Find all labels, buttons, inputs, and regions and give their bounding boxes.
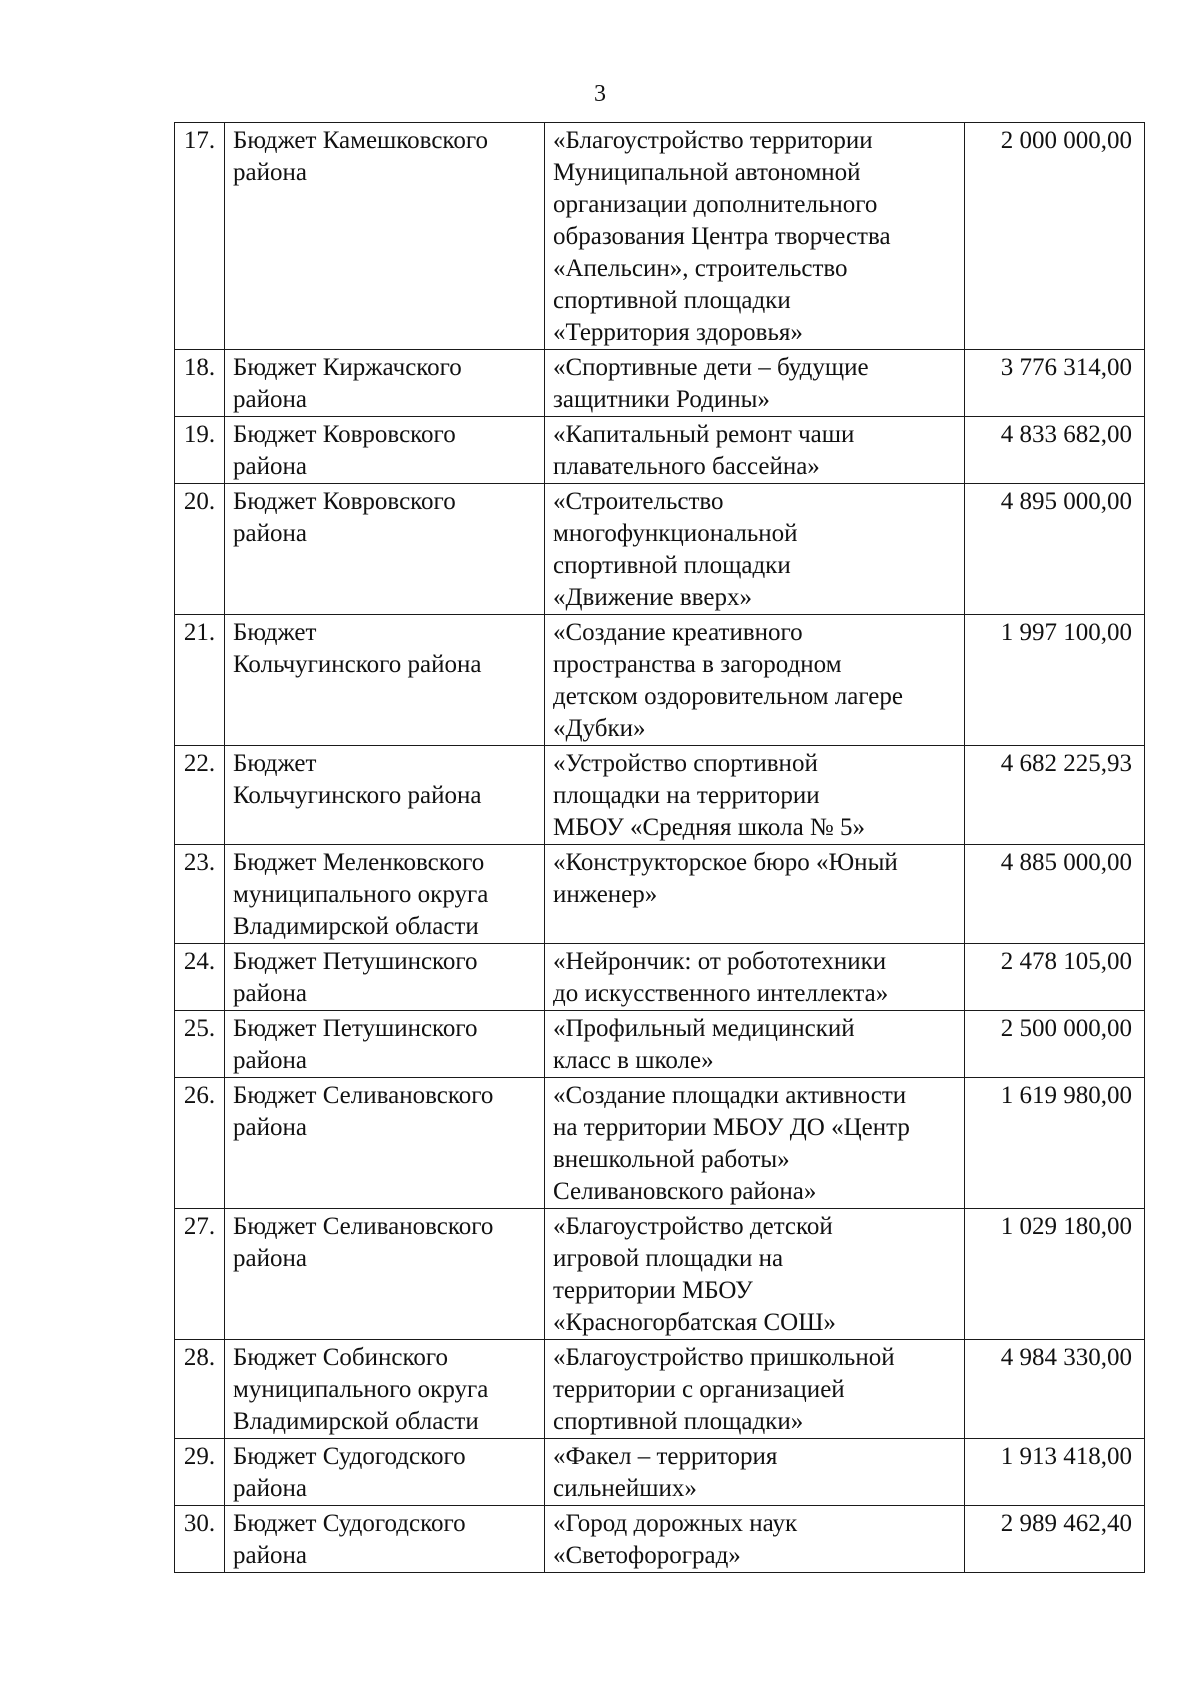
amount-cell: 4 895 000,00 [965,484,1145,615]
budget-cell: Бюджет Ковровского района [225,417,545,484]
row-number-cell: 17. [175,123,225,350]
table-row [175,484,1145,615]
budget-cell: Бюджет Ковровского района [225,484,545,615]
row-number-cell: 27. [175,1209,225,1340]
table-row [175,944,1145,1011]
amount-cell: 4 885 000,00 [965,845,1145,944]
amount-cell: 3 776 314,00 [965,350,1145,417]
project-name-cell: «Благоустройство территории Муниципальной автономной организации дополнительного образования Центра творчества «Апельсин», строительство спортивной площадки «Территория здоровья» [545,123,965,350]
table-row [175,615,1145,746]
project-name-cell: «Профильный медицинский класс в школе» [545,1011,965,1078]
budget-cell: Бюджет Петушинского района [225,1011,545,1078]
row-number-cell: 20. [175,484,225,615]
table-row [175,1078,1145,1209]
row-number-cell: 29. [175,1439,225,1506]
row-number-cell: 22. [175,746,225,845]
project-name-cell: «Нейрончик: от робототехники до искусственного интеллекта» [545,944,965,1011]
project-name-cell: «Благоустройство пришкольной территории с организацией спортивной площадки» [545,1340,965,1439]
budget-cell: Бюджет Кольчугинского района [225,746,545,845]
project-name-cell: «Устройство спортивной площадки на территории МБОУ «Средняя школа № 5» [545,746,965,845]
budget-cell: Бюджет Судогодского района [225,1439,545,1506]
budget-cell: Бюджет Собинского муниципального округа Владимирской области [225,1340,545,1439]
table-row [175,1011,1145,1078]
project-name-cell: «Факел – территория сильнейших» [545,1439,965,1506]
project-name-cell: «Спортивные дети – будущие защитники Родины» [545,350,965,417]
budget-cell: Бюджет Судогодского района [225,1506,545,1573]
page-number: 3 [594,81,606,107]
row-number-cell: 21. [175,615,225,746]
project-name-cell: «Капитальный ремонт чаши плавательного бассейна» [545,417,965,484]
amount-cell: 4 984 330,00 [965,1340,1145,1439]
row-number-cell: 28. [175,1340,225,1439]
project-name-cell: «Строительство многофункциональной спортивной площадки «Движение вверх» [545,484,965,615]
row-number-cell: 25. [175,1011,225,1078]
budget-cell: Бюджет Петушинского района [225,944,545,1011]
amount-cell: 2 478 105,00 [965,944,1145,1011]
table-row [175,1209,1145,1340]
row-number-cell: 30. [175,1506,225,1573]
table-row [175,350,1145,417]
amount-cell: 1 619 980,00 [965,1078,1145,1209]
project-name-cell: «Город дорожных наук «Светофороград» [545,1506,965,1573]
budget-cell: Бюджет Камешковского района [225,123,545,350]
table-row [175,417,1145,484]
amount-cell: 4 833 682,00 [965,417,1145,484]
project-name-cell: «Конструкторское бюро «Юный инженер» [545,845,965,944]
amount-cell: 2 000 000,00 [965,123,1145,350]
amount-cell: 1 029 180,00 [965,1209,1145,1340]
row-number-cell: 19. [175,417,225,484]
project-name-cell: «Создание площадки активности на территории МБОУ ДО «Центр внешкольной работы» Селивановского района» [545,1078,965,1209]
budget-cell: Бюджет Кольчугинского района [225,615,545,746]
row-number-cell: 18. [175,350,225,417]
table-row [175,845,1145,944]
amount-cell: 2 989 462,40 [965,1506,1145,1573]
budget-cell: Бюджет Селивановского района [225,1078,545,1209]
allocation-table [174,122,1145,1573]
project-name-cell: «Создание креативного пространства в загородном детском оздоровительном лагере «Дубки» [545,615,965,746]
table-body [175,123,1145,1573]
amount-cell: 1 913 418,00 [965,1439,1145,1506]
table-row [175,1340,1145,1439]
budget-cell: Бюджет Селивановского района [225,1209,545,1340]
table-row [175,746,1145,845]
table-row [175,1439,1145,1506]
row-number-cell: 23. [175,845,225,944]
table-row [175,1506,1145,1573]
amount-cell: 2 500 000,00 [965,1011,1145,1078]
row-number-cell: 26. [175,1078,225,1209]
amount-cell: 4 682 225,93 [965,746,1145,845]
amount-cell: 1 997 100,00 [965,615,1145,746]
budget-cell: Бюджет Киржачского района [225,350,545,417]
row-number-cell: 24. [175,944,225,1011]
budget-cell: Бюджет Меленковского муниципального округа Владимирской области [225,845,545,944]
table-row [175,123,1145,350]
project-name-cell: «Благоустройство детской игровой площадки на территории МБОУ «Красногорбатская СОШ» [545,1209,965,1340]
